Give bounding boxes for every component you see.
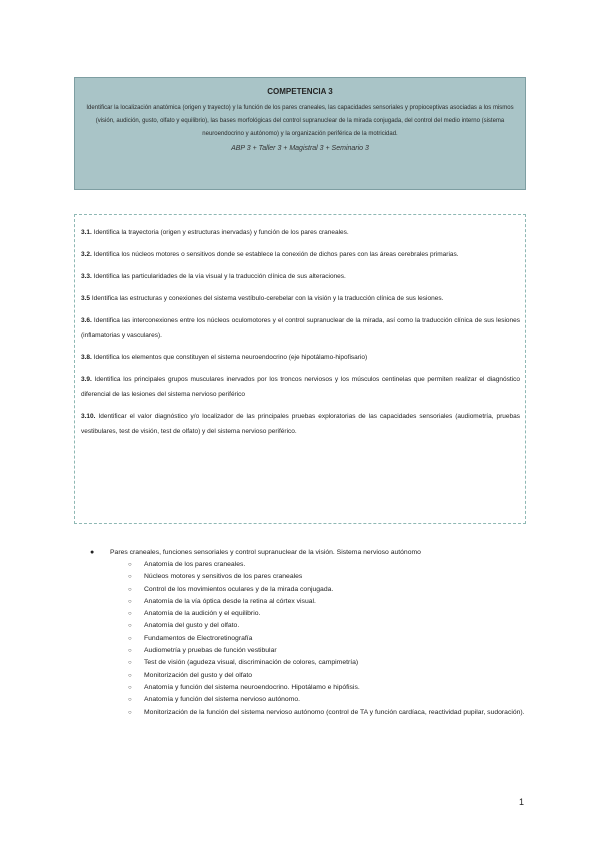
objective-item [81,291,520,306]
objective-text: Identificar el valor diagnóstico y/o localizador de las principales pruebas exploratorias de las capacidades sensoriales (audiometría, pruebas vestibulares, test de visión, test de olfato) y del sistema nervioso periférico. [81,413,520,435]
list-item-text: Anatomía y función del sistema nervioso autónomo. [144,696,301,704]
objective-number: 3.6. [81,317,92,324]
objective-item [81,247,520,262]
list-item [128,620,530,632]
page-number: 1 [518,797,524,807]
list-item [128,584,530,596]
objective-text: Identifica la trayectoria (origen y estructuras inervadas) y función de los pares craneales. [93,229,349,236]
list-item [128,633,530,645]
objective-item [81,350,520,365]
circle-bullet-icon: ○ [128,635,132,642]
objective-text: Identifica los principales grupos musculares inervados por los troncos nerviosos y los músculos centinelas que permiten realizar el diagnóstico diferencial de las lesiones del sistema nervioso periférico [81,376,520,398]
objective-item [81,372,520,402]
circle-bullet-icon: ○ [128,660,132,667]
list-item-text: Anatomía y función del sistema neuroendocrino. Hipotálamo e hipófisis. [144,683,360,691]
list-item-text: Núcleos motores y sensitivos de los pares craneales [144,573,303,581]
objective-text: Identifica las particularidades de la vía visual y la traducción clínica de sus alteraciones. [93,273,346,280]
list-item-text: Monitorización del gusto y del olfato [144,671,253,679]
list-item-text: Anatomía de la audición y el equilibrio. [144,610,261,618]
circle-bullet-icon: ○ [128,672,132,679]
circle-bullet-icon: ○ [128,684,132,691]
list-item-text: Test de visión (agudeza visual, discriminación de colores, campimetría) [144,659,359,667]
topic-main-item [90,548,530,558]
competencia-subtitle: ABP 3 + Taller 3 + Magistral 3 + Seminario 3 [231,145,369,152]
competencia-description: Identificar la localización anatómica (origen y trayecto) y la función de los pares craneales, las capacidades sensoriales y propioceptivas asociadas a los mismos (visión, audición, gusto, olfato y equilibrio), las bases morfológicas del control supranuclear de la mirada conjugada, del control del medio interno (sistema neuroendocrino y autónomo) y la organización periférica de la motricidad. [86,105,514,137]
list-item [128,608,530,620]
topic-sub-list [128,559,530,719]
list-item [128,657,530,669]
list-item [128,571,530,583]
objective-text: Identifica las interconexiones entre los núcleos oculomotores y el control supranuclear de la mirada, así como la traducción clínica de sus lesiones (inflamatorias y vasculares). [81,317,520,339]
objective-text: Identifica los elementos que constituyen el sistema neuroendocrino (eje hipotálamo-hipofisario) [93,354,368,361]
objective-number: 3.8. [81,354,92,361]
topics-list [90,548,530,719]
list-item-text: Anatomía del gusto y del olfato. [144,622,240,630]
list-item [128,596,530,608]
list-item [128,670,530,682]
list-item-text: Control de los movimientos oculares y de la mirada conjugada. [144,585,334,593]
list-item-text: Anatomía de la vía óptica desde la retina al córtex visual. [144,597,316,605]
list-item-text: Audiometría y pruebas de función vestibular [144,647,277,655]
list-item [128,682,530,694]
circle-bullet-icon: ○ [128,574,132,581]
list-item [128,694,530,706]
circle-bullet-icon: ○ [128,623,132,630]
objective-item [81,225,520,240]
objective-text: Identifica las estructuras y conexiones del sistema vestíbulo-cerebelar con la visión y la traducción clínica de sus lesiones. [91,295,444,302]
objective-number: 3.9. [81,376,92,383]
objective-text: Identifica los núcleos motores o sensitivos donde se establece la conexión de dichos pares con las áreas cerebrales primarias. [93,251,459,258]
circle-bullet-icon: ○ [128,611,132,618]
objective-number: 3.2. [81,251,92,258]
competencia-title: COMPETENCIA 3 [267,87,333,96]
topic-main-text: Pares craneales, funciones sensoriales y control supranuclear de la visión. Sistema nervioso autónomo [110,549,421,556]
competencia-box [74,77,526,190]
circle-bullet-icon: ○ [128,709,132,716]
list-item [128,559,530,571]
list-item-text: Fundamentos de Electroretinografía [144,634,253,642]
objective-item [81,313,520,343]
list-item [128,645,530,657]
list-item-text: Monitorización de la función del sistema nervioso autónomo (control de TA y función cardíaca, reactividad pupilar, sudoración). [144,708,525,716]
circle-bullet-icon: ○ [128,562,132,568]
circle-bullet-icon: ○ [128,697,132,704]
bullet-icon: ● [90,549,95,556]
list-item-text: Anatomía de los pares craneales. [144,561,246,568]
circle-bullet-icon: ○ [128,586,132,593]
circle-bullet-icon: ○ [128,648,132,655]
list-item [128,707,530,719]
objective-number: 3.1. [81,229,92,236]
objective-number: 3.5 [81,295,91,302]
objective-item [81,269,520,284]
objectives-box [74,214,526,524]
objective-number: 3.3. [81,273,92,280]
circle-bullet-icon: ○ [128,598,132,605]
objective-item [81,409,520,439]
objective-number: 3.10. [81,413,96,420]
